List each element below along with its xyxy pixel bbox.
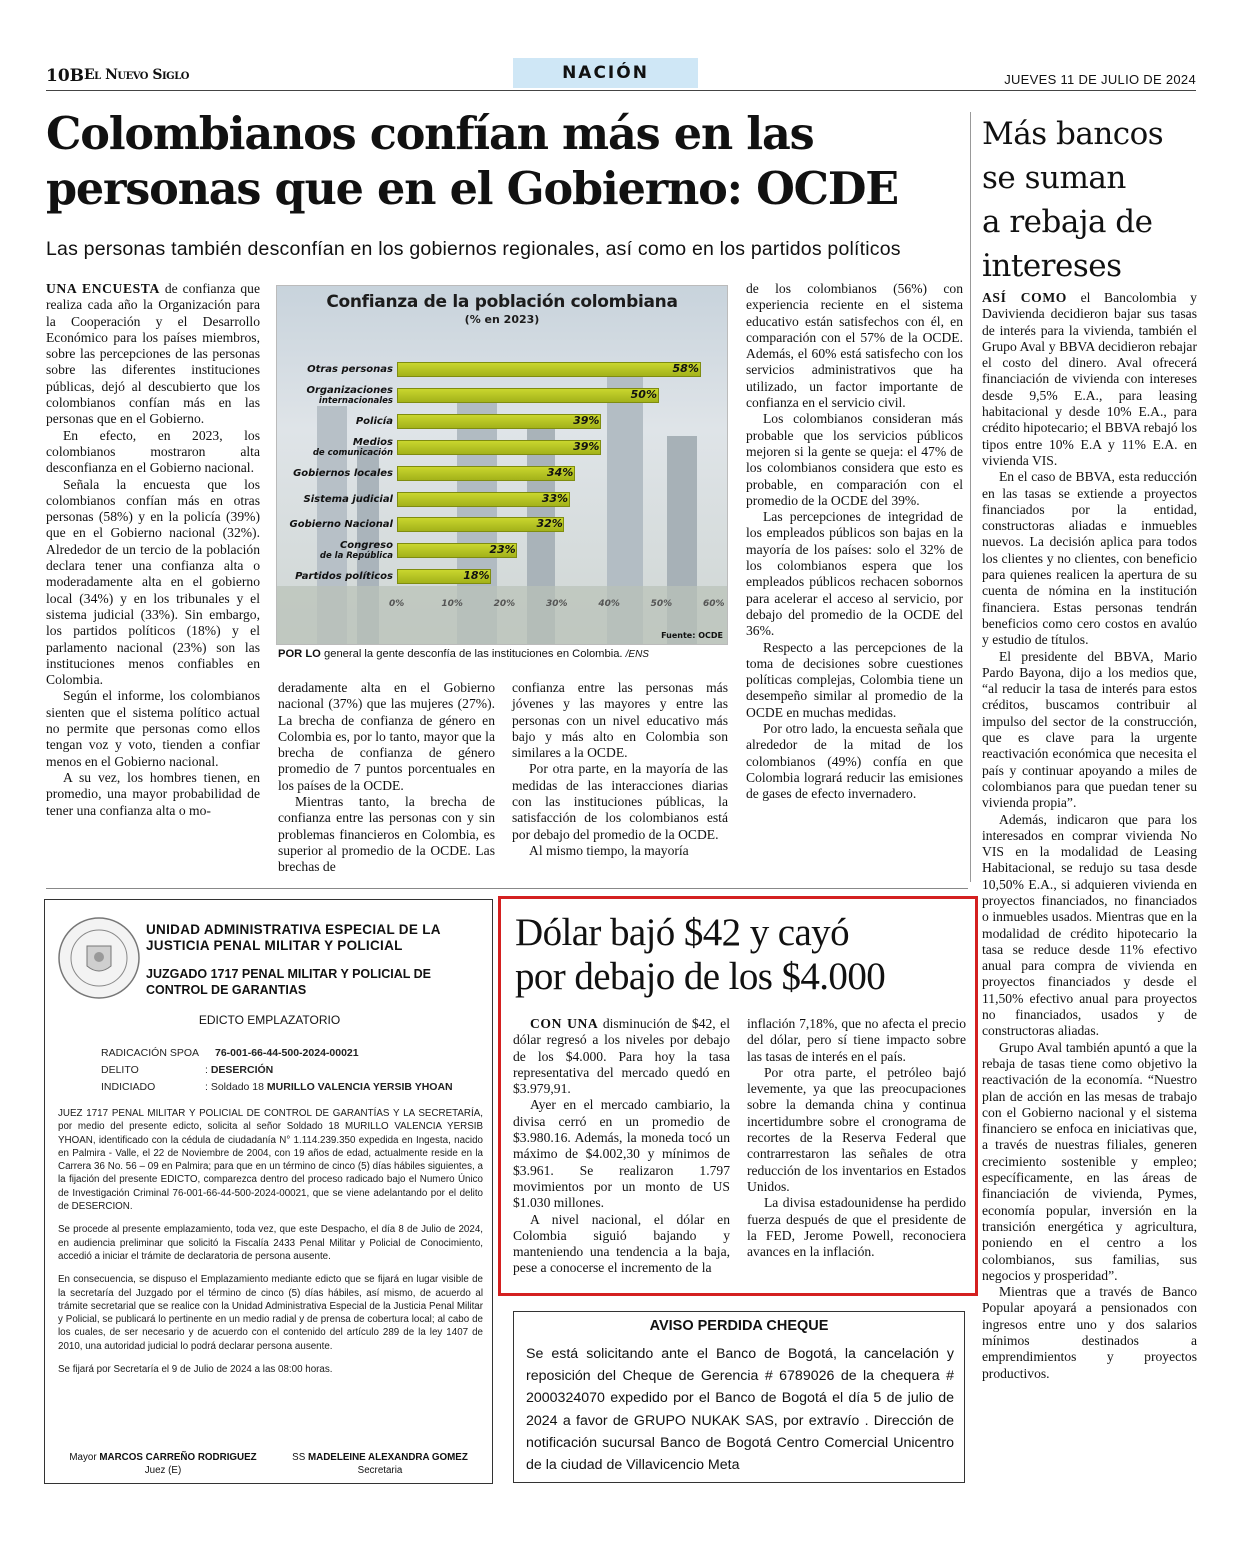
chart-data-label: 39% <box>573 439 600 453</box>
edicto-field-radicacion: RADICACIÓN SPOA 76-001-66-44-500-2024-00021 <box>101 1047 359 1059</box>
chart-data-label: 39% <box>573 413 600 427</box>
chart-data-label: 34% <box>546 465 574 479</box>
chart-data-label: 23% <box>489 543 516 557</box>
paragraph: En el caso de BBVA, esta reducción en las tasas se extiende a proyectos financiados por la entidad, constructoras aliadas e inmuebles nuevos. La decisión aplica para todos los clientes y no clientes, con beneficio para quienes realicen la apertura de su cuenta de nómina en la institución financiera. Estas personas tendrán beneficios como cero costos en avalúo y estudio de títulos. <box>982 469 1197 648</box>
chart-data-label: 50% <box>630 387 657 401</box>
paragraph: CON UNA disminución de $42, el dólar regresó a los niveles por debajo de los $4.000. Para hoy la tasa representativa del mercado quedó en $3.979,91. <box>513 1016 730 1097</box>
chart-category-label: Gobierno Nacional <box>289 519 393 531</box>
chart-bar <box>397 362 701 377</box>
court-seal-icon <box>57 916 141 1000</box>
edicto-paragraph: Se procede al presente emplazamiento, toda vez, que este Despacho, el día 8 de Julio de 2024, en audiencia preliminar que solicitó la Fiscalía 2433 Penal Militar y Policial de Conocimiento, accedió a iniciar el trámite de declaratoria de persona ausente. <box>58 1224 483 1262</box>
aviso-text: Se está solicitando ante el Banco de Bogotá, la cancelación y reposición del Cheque de Gerencia # 6789026 de la chequera # 2000324070 expedido por el Banco de Bogotá el día 5 de julio de 2024 a favor de GRUPO NUKAK SAS, por extravío . Dirección de notificación sucursal Banco de Bogotá Centro Comercial Unicentro de la ciudad de Villavicencio Meta <box>526 1346 954 1474</box>
paragraph: confianza entre las personas más jóvenes y las mayores y entre las personas con un nivel educativo más bajo y más alto en Colombia son similares a la OCDE. <box>512 680 728 761</box>
chart-tick-label: 20% <box>493 599 516 609</box>
paragraph: Por otra parte, en la mayoría de las medidas de las interacciones diarias con las instituciones públicas, la satisfacción de los colombianos está por debajo del promedio de la OCDE. <box>512 761 728 842</box>
edicto-paragraph: En consecuencia, se dispuso el Emplazamiento mediante edicto que se fijará en lugar visible de la secretaría del Juzgado por el término de cinco (5) días hábiles, así mismo, de acuerdo al trámite secretarial que se realice con la Unidad Administrativa Especial de la Justicia Penal Militar y Policial, se publicará lo pertinente en un medio radial y de prensa de cobertura local; al cabo de los cuales, de ser necesario y de acuerdo con el contenido del artículo 289 de la ley 1407 de 2010, una autoridad judicial lo podrá declarar persona ausente. <box>58 1274 483 1352</box>
paragraph: Las percepciones de integridad de los empleados públicos son bajas en la mayoría de los países: solo el 32% de los colombianos espera que los empleados públicos rechacen sobornos para acelerar el acceso al servicio, por debajo del promedio de la OCDE del 36%. <box>746 509 963 639</box>
issue-date: JUEVES 11 DE JULIO DE 2024 <box>1004 72 1196 87</box>
section-label: NACIÓN <box>513 58 698 88</box>
paragraph: ASÍ COMO el Bancolombia y Davivienda decidieron bajar sus tasas de interés para la vivienda, también el Grupo Aval y BBVA decidieron rebajar el costo del dinero. Aval ofrecerá financiación de vivienda con intereses desde 9,5% E.A., para leasing habitacional y desde 10% E.A., para crédito hipotecario; el BBVA rebajó los tipos entre 10% E.A y 11% E.A. en vivienda VIS. <box>982 290 1197 468</box>
chart-category-label: Partidos políticos <box>295 571 393 583</box>
paragraph: Por otro lado, la encuesta señala que alrededor de la mitad de los colombianos (49%) confía en que Colombia logrará reducir las emisiones de gases de efecto invernadero. <box>746 721 963 802</box>
sidebar-kicker: ASÍ COMO <box>982 290 1067 305</box>
paragraph: Al mismo tiempo, la mayoría <box>529 842 689 858</box>
dollar-column-2 <box>747 1016 966 1260</box>
headline-line-1: Colombianos confían más en las <box>46 108 814 160</box>
main-column-4 <box>746 281 963 803</box>
chart-data-label: 33% <box>541 491 569 505</box>
paragraph: Señala la encuesta que los colombianos confían más en otras personas (58%) y en la policía (39%) que en el Gobierno nacional (32%). Alrededor de un tercio de la población declara tener una confianza alta o moderadamente alta en el gobierno local (34%) y en los tribunales y el sistema judicial (33%). Sin embargo, los partidos políticos (18%) y el parlamento nacional (23%) son las instituciones menos confiables en Colombia. <box>46 476 260 688</box>
paragraph: UNA ENCUESTA de confianza que realiza cada año la Organización para la Cooperación y el Desarrollo Económico para los países miembros, sobre las percepciones de las personas sobre las diferentes instituciones públicas, dejó al descubierto que los colombianos confían más en las personas que en el Gobierno. <box>46 281 260 427</box>
chart-caption: POR LO general la gente desconfía de las instituciones en Colombia. /ENS <box>278 648 649 660</box>
chart-category-label: Congreso de la República <box>319 540 393 562</box>
sidebar-column <box>982 290 1197 1382</box>
edicto-paragraph: JUEZ 1717 PENAL MILITAR Y POLICIAL DE CONTROL DE GARANTÍAS Y LA SECRETARÍA, por medio del presente edicto, solicita al señor Soldado 18 MURILLO VALENCIA YERSIB YHOAN, identificado con la cédula de ciudadanía N° 1.114.239.350 expedida en Ingesta, nacido en Palmira - Valle, el 22 de Noviembre de 2004, con 19 años de edad, actualmente reside en la Carrera 36 No. 56 – 09 en Palmira; para que en un término de cinco (5) días hábiles siguientes, a la fijación del presente EDICTO, comparezca dentro del proceso radicado bajo el Numero Único de Investigación Criminal 76-001-66-44-500-2024-00021, que se viene adelantando por el delito de DESERCION. <box>58 1108 483 1213</box>
chart-tick-label: 0% <box>389 599 405 609</box>
chart-tick-label: 40% <box>598 599 620 609</box>
edicto-signature-1: Mayor MARCOS CARREÑO RODRIGUEZ Juez (E) <box>69 1452 257 1476</box>
paragraph: de los colombianos (56%) con experiencia reciente en el sistema educativo están satisfechos con él, en comparación con el 57% de la OCDE. Además, el 60% está satisfecho con los servicios administrativos que ha utilizado, un factor importante de confianza en el servicio civil. <box>746 281 963 411</box>
edicto-field-delito: DELITO : DESERCIÓN <box>101 1064 274 1076</box>
main-column-3 <box>512 680 728 859</box>
dollar-column-1 <box>513 1016 730 1277</box>
main-subhead: Las personas también desconfían en los gobiernos regionales, así como en los partidos políticos <box>46 238 901 260</box>
paragraph: inflación 7,18%, que no afecta el precio del dólar, pero sí tiene impacto sobre las tasas de interés en el país. <box>747 1016 966 1064</box>
newspaper-name: El Nuevo Siglo <box>84 67 189 83</box>
chart-category-label: Organizaciones internacionales <box>306 384 393 406</box>
paragraph: Mientras que a través de Banco Popular apoyará a pensionados con ingresos entre uno y dos salarios mínimos destinados a emprendimientos y proyectos productivos. <box>982 1284 1197 1381</box>
header-rule <box>46 90 1196 91</box>
chart-title: Confianza de la población colombiana <box>326 292 678 312</box>
caption-kicker: POR LO <box>278 648 321 660</box>
edicto-court-title: JUZGADO 1717 PENAL MILITAR Y POLICIAL DE CONTROL DE GARANTIAS <box>146 967 432 997</box>
sidebar-headline: Más bancos se suman a rebaja de intereses <box>982 116 1164 284</box>
edicto-agency-title: UNIDAD ADMINISTRATIVA ESPECIAL DE LA JUSTICIA PENAL MILITAR Y POLICIAL <box>146 922 441 953</box>
section-divider <box>46 888 968 889</box>
paragraph: Además, indicaron que para los interesados en comprar vivienda No VIS en la modalidad de Leasing Habitacional, se redujo su tasa desde 10,50% E.A., si adquieren vivienda en proyectos financiados, no financiados o inmuebles usados. Mientras que en la modalidad de crédito hipotecario la tasa se reduce desde 11% efectivo anual para compra de vivienda en proyectos financiados y desde el 11,50% efectivo anual para proyectos no financiados, usados y de constructoras aliadas. <box>982 811 1197 1039</box>
headline-line-2: personas que en el Gobierno: OCDE <box>46 163 898 215</box>
chart-category-label: Policía <box>355 415 393 427</box>
sidebar-divider <box>970 112 971 882</box>
chart-category-label: Otras personas <box>307 364 393 375</box>
paragraph: El presidente del BBVA, Mario Pardo Bayona, dijo a los medios que, “al reducir la tasa de interés para estos créditos, buscamos contribuir al impulso del sector de la construcción, que es clave para la urgente reactivación económica que necesita el país y continuar apoyando a miles de colombianos para que puedan tener su vivienda propia”. <box>982 648 1197 811</box>
edicto-paragraph: Se fijará por Secretaría el 9 de Julio de 2024 a las 08:00 horas. <box>58 1364 333 1376</box>
chart-data-label: 18% <box>463 569 490 583</box>
chart-tick-label: 30% <box>546 599 568 609</box>
edicto-field-indiciado: INDICIADO : Soldado 18 MURILLO VALENCIA YERSIB YHOAN <box>101 1081 453 1093</box>
chart-subtitle: (% en 2023) <box>464 313 540 326</box>
paragraph: A su vez, los hombres tienen, en promedio, una mayor probabilidad de tener una confianza alta o mo- <box>46 769 260 818</box>
trust-chart <box>276 285 728 645</box>
dollar-article-box <box>498 896 978 1296</box>
lost-check-notice <box>513 1311 965 1483</box>
paragraph: deradamente alta en el Gobierno nacional (37%) que las mujeres (27%). La brecha de confianza de género en Colombia es, por lo tanto, mayor que la brecha de confianza de género promedio de 7 puntos porcentuales en los países de la OCDE. <box>278 680 495 793</box>
edicto-fields <box>101 1045 453 1096</box>
main-headline <box>46 107 956 217</box>
paragraph: Grupo Aval también apuntó a que la rebaja de tasas tiene como objetivo la reactivación de la economía. “Nuestro plan de acción en las mesas de trabajo con el Gobierno nacional y el sistema financiero se enfoca en iniciativas que, a través de nuestras filiales, generen crecimiento sostenible y empleo; específicamente, en las áreas de financiación de vivienda, Pymes, economía popular, inversión en la transición energética y agricultura, poniendo en el centro a los colombianos, sus familias, sus negocios y prosperidad”. <box>982 1039 1197 1283</box>
chart-category-label: Sistema judicial <box>303 493 393 505</box>
chart-category-label: Gobiernos locales <box>293 467 393 479</box>
chart-tick-label: 60% <box>703 599 725 609</box>
paragraph: Por otra parte, el petróleo bajó levemente, ya que las preocupaciones sobre la demanda china y continua incertidumbre sobre el cronograma de recortes de la Reserva Federal que contrarrestaron las señales de otra reducción de los inventarios en Estados Unidos. <box>747 1064 966 1194</box>
paragraph: Ayer en el mercado cambiario, la divisa cerró en un promedio de $3.980.16. Además, la moneda tocó un máximo de $4.002,30 y mínimos de $3.961. Se realizaron 1.797 movimientos por un monto de US $1.030 millones. <box>513 1097 730 1211</box>
edicto-signature-2: SS MADELEINE ALEXANDRA GOMEZ Secretaria <box>292 1452 468 1476</box>
aviso-title: AVISO PERDIDA CHEQUE <box>649 1318 829 1334</box>
paragraph: Mientras tanto, la brecha de confianza entre las personas con y sin problemas financieros en Colombia, es superior al promedio de la OCDE. Las brechas de <box>278 794 495 875</box>
paragraph: La divisa estadounidense ha perdido fuerza después de que el presidente de la FED, Jerome Powell, reconociera avances en la inflación. <box>747 1195 966 1260</box>
paragraph: Respecto a las percepciones de la toma de decisiones sobre cuestiones políticas complejas, Colombia tiene un desempeño similar al promedio de la OCDE en muchas medidas. <box>746 639 963 720</box>
chart-bar <box>397 414 601 429</box>
chart-bar <box>397 440 601 455</box>
dollar-kicker: CON UNA <box>530 1016 599 1031</box>
photo-credit: /ENS <box>625 649 649 660</box>
lead-kicker: UNA ENCUESTA <box>46 281 160 296</box>
edicto-body <box>58 1107 483 1376</box>
chart-data-label: 58% <box>672 362 699 375</box>
chart-category-label: Medios de comunicación <box>312 436 393 458</box>
paragraph: Los colombianos consideran más probable que los servicios públicos mejoren si la gente se queja: el 47% de los colombianos considera que esto es probable, en comparación con el promedio de la OCDE del 39%. <box>746 411 963 508</box>
paragraph: En efecto, en 2023, los colombianos mostraron alta desconfianza en el Gobierno nacional. <box>46 427 260 476</box>
chart-source: Fuente: OCDE <box>661 631 723 640</box>
paragraph: Según el informe, los colombianos sienten que el sistema político actual no permite que personas como ellos tengan voz y voto, tienden a confiar menos en el Gobierno nacional. <box>46 688 260 769</box>
main-column-1 <box>46 281 260 819</box>
paragraph: A nivel nacional, el dólar en Colombia siguió bajando y manteniendo una tendencia a la baja, pese a conocerse el incremento de la <box>513 1211 730 1276</box>
chart-tick-label: 10% <box>441 599 463 609</box>
dollar-headline: Dólar bajó $42 y cayó por debajo de los $4.000 <box>515 911 886 998</box>
edicto-doc-type: EDICTO EMPLAZATORIO <box>198 1013 341 1027</box>
legal-notice-edicto <box>44 899 493 1484</box>
chart-tick-label: 50% <box>650 599 673 609</box>
chart-data-label: 32% <box>536 517 563 531</box>
page-number: 10B <box>46 66 85 86</box>
main-column-2 <box>278 680 495 876</box>
chart-bar <box>397 388 659 403</box>
